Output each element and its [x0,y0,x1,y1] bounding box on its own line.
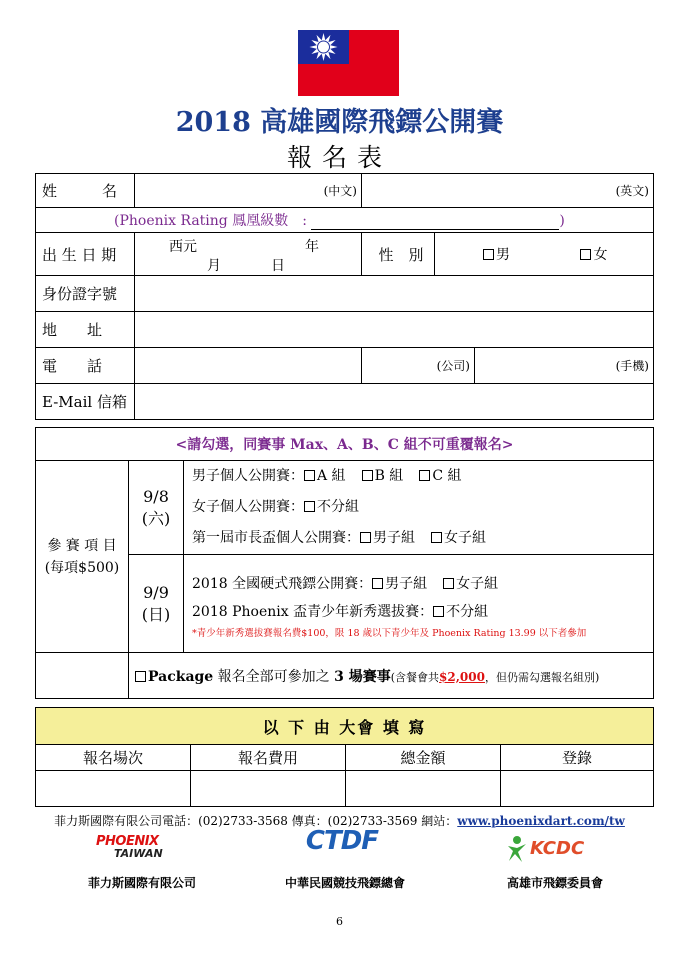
checkbox-national-women[interactable]: 女子組 [443,576,498,592]
office-banner: 以 下 由 大會 填 寫 [36,708,654,745]
col-fee: 報名費用 [191,745,346,771]
checkbox-mayor-men[interactable]: 男子組 [360,530,415,546]
personal-info-table [35,173,654,420]
kcdc-logo: KCDC [504,834,600,870]
youth-cup-row: 2018 Phoenix 盃青少年新秀選拔賽： 不分組 [192,603,489,620]
package-price: $2,000 [439,669,485,684]
phone-home-field[interactable] [135,348,362,384]
checkbox-youth[interactable]: 不分組 [433,604,488,620]
id-label: 身份證字號 [36,276,135,312]
national-open-row: 2018 全國硬式飛鏢公開賽： 男子組 女子組 [192,575,499,592]
day2-events [184,555,654,653]
gender-male-checkbox[interactable]: 男 [483,247,510,263]
events-table [35,427,654,699]
phoenix-taiwan-logo: PHOENIX TAIWAN [96,834,163,860]
birth-label: 出 生 日 期 [36,233,135,276]
col-session: 報名場次 [36,745,191,771]
rating-field[interactable]: (Phoenix Rating 鳳凰級數 : ) [36,208,654,233]
taiwan-flag [298,30,399,96]
rating-label: (Phoenix Rating 鳳凰級數 : [114,213,307,229]
flag-canton [298,30,349,64]
email-field[interactable] [135,384,654,420]
checkbox-national-men[interactable]: 男子組 [372,576,427,592]
mayors-cup-row: 第一屆市長盃個人公開賽： 男子組 女子組 [192,530,486,546]
session-cell[interactable] [36,771,191,807]
id-field[interactable] [135,276,654,312]
office-table [35,707,654,807]
page-subtitle: 報名表 [286,143,392,172]
name-en-field[interactable]: (英文) [362,174,654,208]
fee-cell[interactable] [191,771,346,807]
day1-events [184,461,654,555]
mens-open-row: 男子個人公開賽： A 組 B 組 C 組 [192,468,462,484]
dart-player-icon [504,834,530,864]
gender-female-checkbox[interactable]: 女 [580,247,607,263]
checkbox-a[interactable]: A 組 [304,468,346,484]
checkbox-mayor-women[interactable]: 女子組 [431,530,486,546]
gender-label: 性 別 [362,233,435,276]
day1-date: 9/8 (六) [129,461,184,555]
womens-open-row: 女子個人公開賽： 不分組 [192,499,359,515]
address-field[interactable] [135,312,654,348]
name-cn-field[interactable]: (中文) [135,174,362,208]
col-register: 登錄 [501,745,654,771]
birth-day: 日 [271,258,285,274]
gender-field [435,233,654,276]
page-number: 6 [336,915,343,928]
org-ctdf: 中華民國競技飛鏢總會 [284,876,405,890]
ctdf-logo: CTDF [305,826,379,856]
total-cell[interactable] [346,771,501,807]
day2-date: 9/9 (日) [129,555,184,653]
checkbox-womens-open[interactable]: 不分組 [304,499,359,515]
white-sun-icon [298,30,349,64]
org-phoenix: 菲力斯國際有限公司 [87,876,196,890]
page-title: 2018 高雄國際飛鏢公開賽 [175,107,504,138]
package-row: Package 報名全部可參加之 3 場賽事(含餐會共$2,000，但仍需勾選報名組別) [129,653,654,699]
events-category: 參 賽 項 目 (每項$500) [36,461,129,653]
phone-mobile-field[interactable]: (手機) [475,348,654,384]
birth-month: 月 [207,258,221,274]
register-cell[interactable] [501,771,654,807]
email-label: E-Mail 信箱 [36,384,135,420]
phone-company-field[interactable]: (公司) [362,348,475,384]
col-total: 總金額 [346,745,501,771]
org-kcdc: 高雄市飛鏢委員會 [506,876,603,890]
name-label: 姓 名 [36,174,135,208]
checkbox-c[interactable]: C 組 [419,468,461,484]
checkbox-b[interactable]: B 組 [362,468,404,484]
contact-line: 菲力斯國際有限公司電話：(02)2733-3568 傳真：(02)2733-3569 網站：www.phoenixdart.com/tw [54,814,625,828]
youth-note: *青少年新秀選拔賽報名費$100，限 18 歲以下青少年及 Phoenix Rating 13.99 以下者參加 [192,627,587,639]
birth-era: 西元 [169,239,197,255]
birth-date-field[interactable] [135,233,362,276]
website-link[interactable]: www.phoenixdart.com/tw [457,814,625,828]
checkbox-package[interactable] [135,669,148,685]
rating-underline[interactable] [311,216,559,230]
address-label: 地 址 [36,312,135,348]
phone-label: 電 話 [36,348,135,384]
birth-year: 年 [305,239,319,255]
events-notice: <請勾選，同賽事 Max、A、B、C 組不可重覆報名> [36,428,654,461]
